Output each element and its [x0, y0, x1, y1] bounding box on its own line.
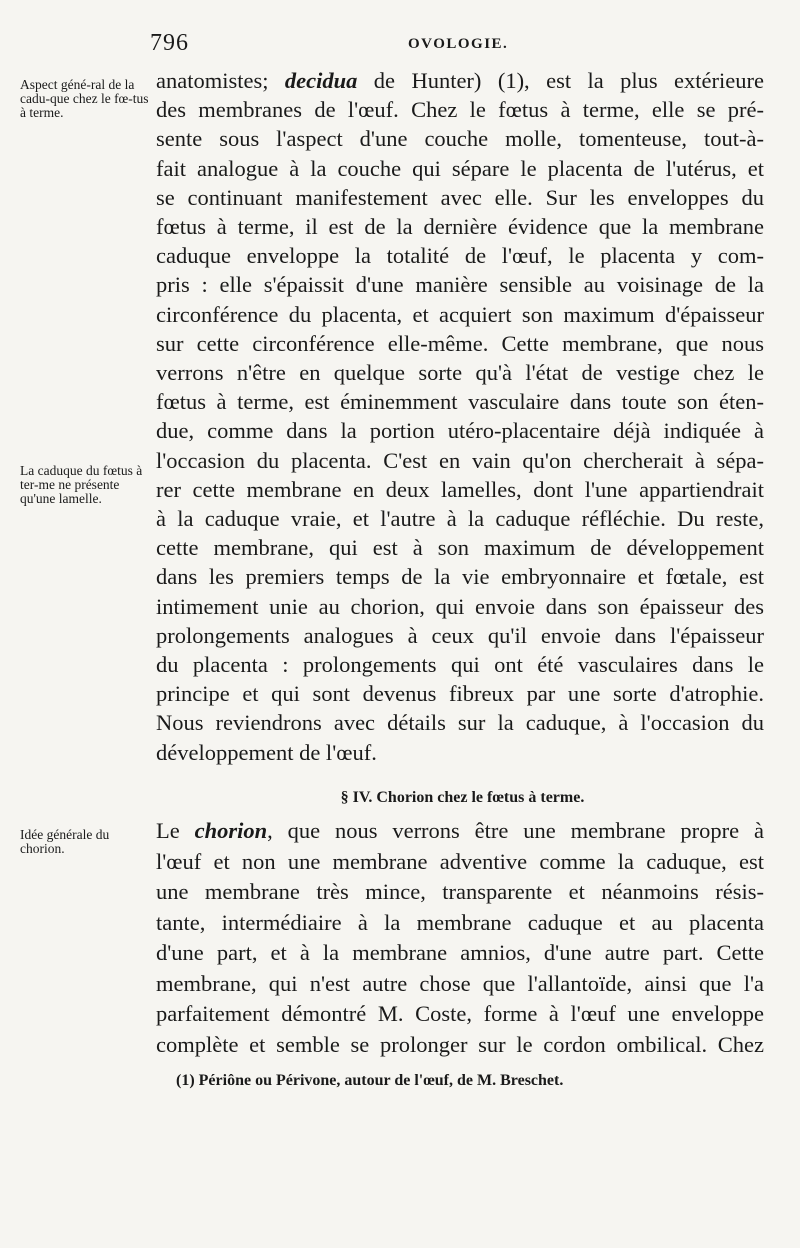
body-line: intimement unie au chorion, qui envoie dans son épaisseur des: [156, 593, 764, 619]
margin-note-chorion: Idée générale du chorion.: [20, 827, 110, 856]
section-line: Le chorion, que nous verrons être une membrane propre à: [156, 818, 764, 843]
body-line: cette membrane, qui est à son maximum de développement: [156, 535, 764, 561]
page-number: 796: [150, 30, 189, 56]
body-line: anatomistes; decidua de Hunter) (1), est la plus extérieure: [156, 68, 764, 93]
section-line: d'une part, et à la membrane amnios, d'une autre part. Cette: [156, 940, 764, 965]
body-line: du placenta : prolongements qui ont été vasculaires dans le: [156, 652, 764, 677]
body-line: Nous reviendrons avec détails sur la caduque, à l'occasion du: [156, 710, 764, 736]
body-line: principe et qui sont devenus fibreux par une sorte d'atrophie.: [156, 681, 764, 707]
body-line: fœtus à terme, est éminemment vasculaire dans toute son éten-: [156, 389, 764, 415]
body-line: se continuant manifestement avec elle. Sur les enveloppes du: [156, 184, 764, 210]
section-line: une membrane très mince, transparente et néanmoins résis-: [156, 879, 764, 904]
body-line: des membranes de l'œuf. Chez le fœtus à terme, elle se pré-: [156, 97, 764, 123]
body-line: rer cette membrane en deux lamelles, dont l'une appartiendrait: [156, 476, 764, 502]
body-line: sur cette circonférence elle-même. Cette membrane, que nous: [156, 330, 764, 356]
section-line: l'œuf et non une membrane adventive comme la caduque, est: [156, 848, 764, 874]
body-line: caduque enveloppe la totalité de l'œuf, le placenta y com-: [156, 243, 764, 269]
body-line: pris : elle s'épaissit d'une manière sensible au voisinage de la: [156, 272, 764, 298]
section-line: parfaitement démontré M. Coste, forme à l'œuf une enveloppe: [156, 1001, 764, 1026]
body-line: développement de l'œuf.: [156, 739, 377, 765]
body-line: dans les premiers temps de la vie embryonnaire et fœtale, est: [156, 564, 764, 590]
running-title: OVOLOGIE.: [408, 36, 509, 52]
section-line: membrane, qui n'est autre chose que l'allantoïde, ainsi que l'a: [156, 970, 764, 996]
body-line: sente sous l'aspect d'une couche molle, tomenteuse, tout-à-: [156, 126, 764, 152]
footnote: (1) Périône ou Périvone, autour de l'œuf, de M. Breschet.: [176, 1072, 564, 1089]
page-header: [150, 30, 770, 60]
body-line: verrons n'être en quelque sorte qu'à l'état de vestige chez le: [156, 360, 764, 385]
body-line: à la caduque vraie, et l'autre à la caduque réfléchie. Du reste,: [156, 506, 764, 531]
section-heading: § IV. Chorion chez le fœtus à terme.: [340, 789, 585, 806]
section-line: complète et semble se prolonger sur le cordon ombilical. Chez: [156, 1031, 764, 1057]
body-line: due, comme dans la portion utéro-placentaire déjà indiquée à: [156, 418, 764, 444]
margin-note-aspect: Aspect géné-ral de la cadu-que chez le fœ-tus à terme.: [20, 77, 149, 120]
body-line: fœtus à terme, il est de la dernière évidence que la membrane: [156, 214, 764, 239]
body-line: fait analogue à la couche qui sépare le placenta de l'utérus, et: [156, 155, 764, 181]
body-line: circonférence du placenta, et acquiert son maximum d'épaisseur: [156, 301, 764, 327]
section-line: tante, intermédiaire à la membrane caduque et au placenta: [156, 909, 764, 935]
margin-note-caduque: La caduque du fœtus à ter-me ne présente qu'une lamelle.: [20, 463, 143, 506]
body-line: l'occasion du placenta. C'est en vain qu'on chercherait à sépa-: [156, 447, 764, 473]
body-line: prolongements analogues à ceux qu'il envoie dans l'épaisseur: [156, 622, 764, 648]
